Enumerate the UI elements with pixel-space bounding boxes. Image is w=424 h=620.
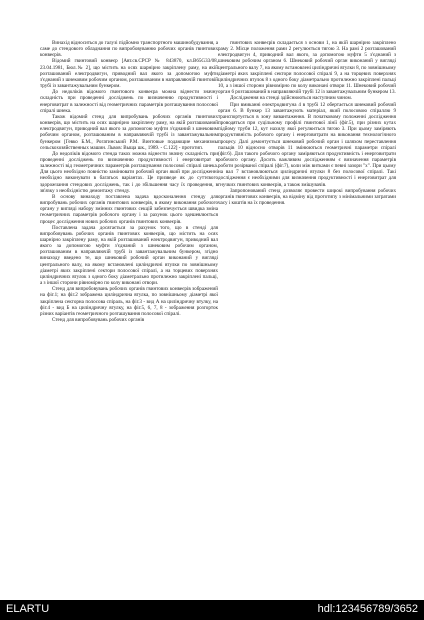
right-column — [218, 40, 396, 206]
footer-handle: hdl:123456789/3652 — [317, 603, 418, 615]
paragraph: Поставлена задача досягається за рахунок того, що в стенді для випробовувань робочих органів гвинтових конвеєрів, що містить на осях шарнірно закріплену раму, на якій розташований електродвигун, приводний вал якого за допомогою муфти з'єднаний з шнековим робочим органом, розташованим в направляючій трубі із завантажувальним бункером, згідно винаходу введено те, що шнековий робочий орган виконаний у вигляді центрального валу, на якому встановлені циліндричні втулки по зовнішньому діаметрі яких закріплені сектори полосової спіралі, а на торцевих поверхнях циліндричних втулок з одного боку діаметрально протилежно закріплені пальці, а з іншої сторони рівномірно по колу виконані отвори. — [40, 224, 218, 287]
left-column — [40, 40, 218, 323]
paragraph: При вмиканні електродвигуна 4 в трубі 12 обертається шнековий робочий орган 6. В бункер 13 завантажують матеріал, який полосовою спіраллю 9 транспортується в зону вивантаження. В початковому положенні дослідження проводяться при суцільному профілі гвинтової лінії (фіг.5), при різних кутах підйому труби 12, кут нахилу якої регулюється тягою 3. При цьому заміряють продуктивність робочого органу і енерговитрати на виконання технологічного процесу. Далі демонтується шнековий робочий орган і шляхом переставлення пальців 10 відносно отворів 11 змінюються геометричні параметри спіралі (фіг.6). Для такого робочого органу заміряються продуктивність і енерговитрати робочого органу. Досить важливим дослідженням є визначення параметрів роботи розірваної спіралі (фіг.7), коли між витками є певні зазори "х". При цьому на вал 7 встановлюються циліндричні втулки 8 без полосової спіралі. Такі дослідження є необхідними для визначення продуктивності і енерговитрат для гнучких гвинтових конвеєрів, а також змішувачів. — [218, 101, 396, 188]
paragraph: До недоліків відомого стенда такох можна віднести значну складність при проведенні досліджень по визначенню продуктивності і енерговитрат в залежності від геометричних параметрів розташування полосової спіралі шнека. Для цього необхідно повністю замінювати робочий орган який при дослідженні необхідно виконувати в багатьох варіантах. Це призведе як до суттєвого здорожчання стендових досліджень, так і до збільшення часу їх проведення, в зв'язку з необхідністю демонтажу стенду. — [40, 150, 218, 194]
paragraph: Запропонований стенд дозволяє провести широкі випробування робочих органів гвинтових конвеєрів, на відміну від прототипу з мінімальними затратами часу і коштів на їх проведення. — [218, 187, 396, 207]
paragraph: Стенд для випробовувань робочих органів — [52, 317, 145, 324]
paragraph: гвинтових конвеєрів складається з основи 1, на якій шарнірно закріплено раму 2. Місце положення рами 2 регулюється тягою 3. На рамі 2 розташований електродвигун 4, приводний вал якого, за допомогою муфти 5 з'єднаний з шнековим робочим органом 6. Шнековий робочий орган виконаний у вигляді центрального валу 7, на якому встановлені циліндричні втулки 8, по зовнішньому діаметрі яких закріплені сектори полосової спіралі 9, а на торцевих поверхнях циліндричних втулок 8 з одного боку діаметрально протилежно закріплені пальці 10, а з іншої сторони рівномірно по колу виконані отвори 11. Шнековий робочий орган 6 розташований в направляючій трубі 12 із завантажувальним бункером 13. — [218, 40, 396, 96]
paragraph: Винахід відноситься до галузі підйомно транспортного машинобудування, а саме до стендового обладнання по випробовуванню робочих органів гвинтових конвеєрів. — [40, 40, 218, 59]
paragraph: До недоліків відомого гвинтового конвеєра можна віднести значну складність при проведенні досліджень по визначенню продуктивності і енерговитрат в залежності від геометричних параметрів розташування полосової спіралі шнека. — [40, 89, 218, 114]
paragraph: Стенд для випробовувань робочих органів гвинтових конвеєрів зображений на фіг.1; на фіг.2 зображена циліндрична втулка, по зовнішньому діаметрі якої закріплена секторна полосова спіраль, на фіг.3 - вид А на циліндричну втулку, на фіг.4 - вид Б на циліндричну втулку, на фіг.5, 6, 7, 8 - зображення розгорток різних варіантів геометричного розташування полосової спіралі. — [40, 286, 218, 317]
paragraph: Відомий гвинтовий конвеєр [Авт.св.СРСР № 843870, кл.В65G33/08, 23.04.1981, Бюл.№ 2], що містить на осях шарнірно закріплену раму, на якій розташований електродвигун, приводний вал якого за допомогою муфти з'єднаний з шнековим робочим органом, розташованим в направляючій гвинтовій трубі із завантажувальним бункером. — [40, 58, 218, 90]
footer-bar — [0, 600, 424, 620]
footer-brand: ELARTU — [6, 603, 50, 615]
paragraph: В основу винаходу поставлена задача вдосконалення стенду для випробувань робочих органів гвинтових конвеєрів, в якому виконання робочого органу у вигляді набору змінних гвинтових секцій забезпечується швидка зміна геометричних параметрів робочого органу і за рахунок цього здешевлюється процес дослідження нових робочих органів гвинтових конвеєрів. — [40, 193, 218, 225]
paragraph: Дослідження на стенді здійснюються наступним чином. — [230, 95, 352, 102]
paragraph: Також відомий стенд для випробувань робочих органів гвинтових конвеєрів, що містить на осях шарнірно закріплену раму, на якій розташований електродвигун, приводний вал якого за допомогою муфти з'єднаний з шнековим робочим органом, розташованим в направляючій трубі із завантажувальним бункером [Гевко Б.М., Рогатинський Р.М. Винтовые подающие механизмы сельскохозяйственных машин. Львов: Выща шк., 1989. - С.122] - прототип. — [40, 113, 218, 151]
